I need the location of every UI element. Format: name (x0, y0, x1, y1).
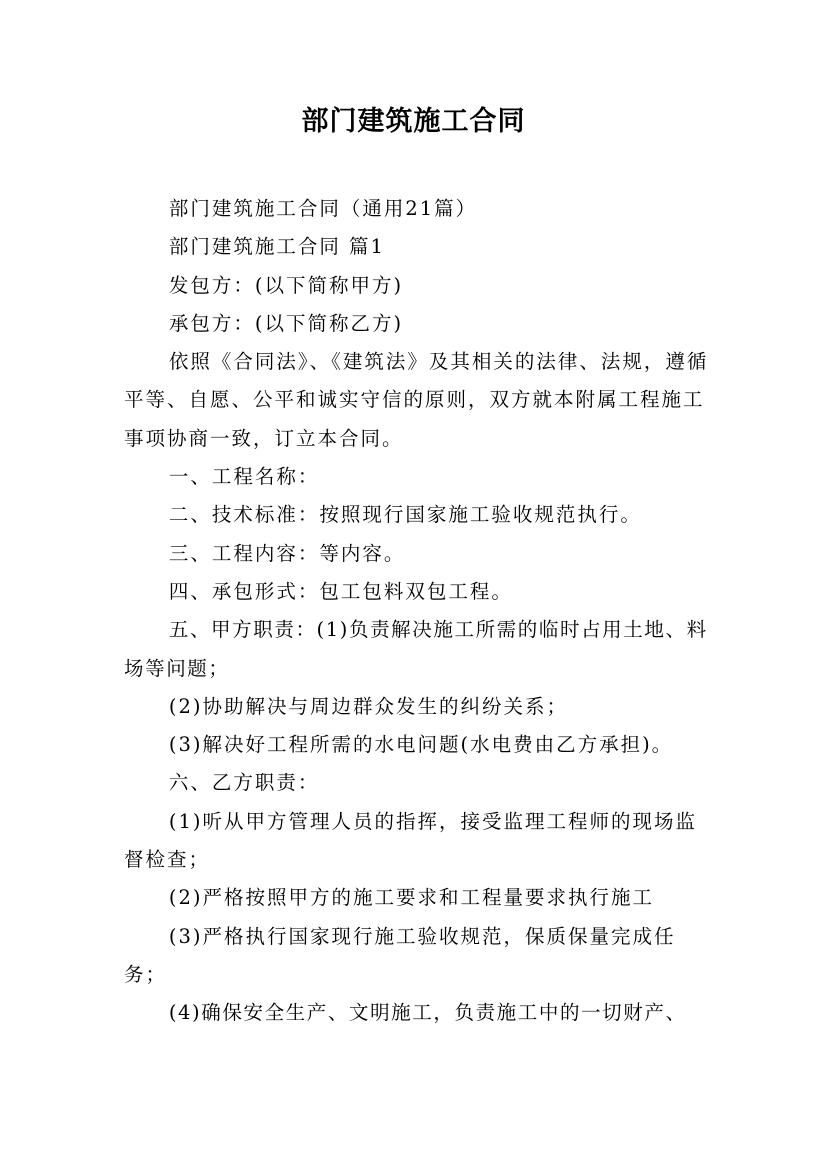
paragraph-employer: 发包方：(以下简称甲方) (168, 273, 404, 297)
paragraph-party-b-duties: 六、乙方职责： (168, 771, 320, 795)
paragraph-party-b-duty-4: (4)确保安全生产、文明施工，负责施工中的一切财产、 (168, 1001, 687, 1025)
paragraph-party-b-duty-1: (1)听从甲方管理人员的指挥，接受监理工程师的现场监督检查； (124, 809, 697, 872)
paragraph-party-a-duty-2: (2)协助解决与周边群众发生的纠纷关系； (168, 694, 568, 718)
document-body (124, 190, 714, 1033)
paragraph-project-content: 三、工程内容：等内容。 (168, 541, 406, 565)
document-title: 部门建筑施工合同 (301, 106, 526, 137)
paragraph-party-a-duty-3: (3)解决好工程所需的水电问题(水电费由乙方承担)。 (168, 733, 674, 757)
paragraph-contractor: 承包方：(以下简称乙方) (168, 311, 404, 335)
paragraph-preamble: 依照《合同法》、《建筑法》及其相关的法律、法规，遵循平等、自愿、公平和诚实守信的原则，双方就本附属工程施工事项协商一致，订立本合同。 (124, 350, 709, 450)
paragraph-party-b-duty-3: (3)严格执行国家现行施工验收规范，保质保量完成任务； (124, 924, 676, 986)
paragraph-project-name: 一、工程名称： (168, 465, 320, 489)
paragraph-subtitle: 部门建筑施工合同（通用21篇） (168, 197, 478, 220)
paragraph-technical-standard: 二、技术标准：按照现行国家施工验收规范执行。 (168, 503, 642, 527)
paragraph-contract-form: 四、承包形式：包工包料双包工程。 (168, 579, 513, 603)
paragraph-party-b-duty-2: (2)严格按照甲方的施工要求和工程量要求执行施工 (168, 886, 654, 910)
paragraph-section-heading: 部门建筑施工合同 篇1 (168, 235, 385, 259)
paragraph-party-a-duties: 五、甲方职责：(1)负责解决施工所需的临时占用土地、料场等问题； (124, 618, 708, 680)
